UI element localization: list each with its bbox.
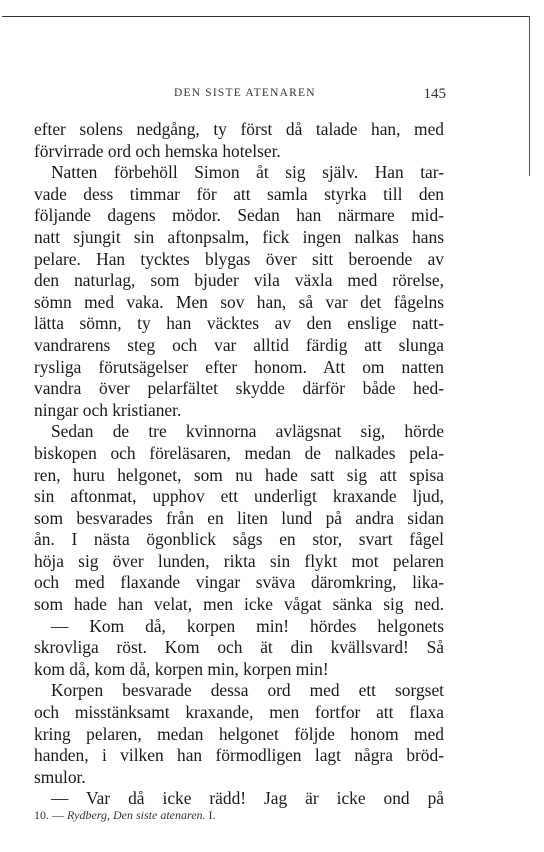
signature-author: Rydberg, bbox=[67, 808, 110, 822]
text-line: smulor. bbox=[34, 766, 86, 787]
text-line: Sedan de tre kvinnorna avlägsnat sig, hörde bbox=[51, 421, 444, 442]
text-line: rysliga förutsägelser efter honom. Att om natten bbox=[34, 356, 444, 377]
text-line: vandra över pelarfältet skydde därför både hed- bbox=[34, 378, 444, 399]
text-line: efter solens nedgång, ty först då talade han, med bbox=[34, 119, 444, 139]
text-line: och med flaxande vingar sväva däromkring, lika- bbox=[34, 572, 444, 593]
text-line: — Kom då, korpen min! hördes helgonets bbox=[51, 615, 444, 636]
text-line: höja sig över lunden, rikta sin flykt mot pelaren bbox=[34, 550, 444, 571]
text-line: ån. I nästa ögonblick sågs en stor, svart fågel bbox=[34, 529, 444, 550]
running-head bbox=[34, 86, 446, 104]
text-line: biskopen och föreläsaren, medan de nalkades pela- bbox=[34, 442, 444, 463]
signature-volume: I. bbox=[208, 808, 216, 822]
printer-signature bbox=[34, 808, 216, 823]
text-line: vandrarens steg och var alltid färdig att slunga bbox=[34, 334, 444, 355]
text-line: följande dagens mödor. Sedan han närmare mid- bbox=[34, 205, 444, 226]
running-title: DEN SISTE ATENAREN bbox=[174, 87, 316, 99]
text-line: Natten förbehöll Simon åt sig själv. Han tar- bbox=[51, 162, 444, 183]
text-line: lätta sömn, ty han väcktes av den enslige natt- bbox=[34, 313, 444, 334]
text-line: — Var då icke rädd! Jag är icke ond på bbox=[51, 788, 444, 809]
text-line: handen, i vilken han förmodligen lagt några bröd- bbox=[34, 745, 444, 766]
text-line: natt sjungit sin aftonpsalm, fick ingen nalkas hans bbox=[34, 226, 444, 247]
text-line: och misstänksamt kraxande, men fortfor att flaxa bbox=[34, 702, 444, 723]
text-line: ren, huru helgonet, som nu hade satt sig att spisa bbox=[34, 464, 444, 485]
text-line: ningar och kristianer. bbox=[34, 399, 182, 420]
text-line: förvirrade ord och hemska hotelser. bbox=[34, 140, 281, 161]
page-edge bbox=[529, 16, 530, 176]
text-line: sin aftonmat, upphov ett underligt kraxande ljud, bbox=[34, 486, 444, 507]
text-line: kring pelaren, medan helgonet följde honom med bbox=[34, 723, 444, 744]
signature-number: 10. — bbox=[34, 808, 64, 822]
body-text bbox=[34, 119, 444, 810]
signature-title: Den siste atenaren. bbox=[113, 808, 206, 822]
text-line: kom då, kom då, korpen min, korpen min! bbox=[34, 658, 329, 679]
text-line: pelare. Han tycktes blygas över sitt beroende av bbox=[34, 248, 444, 269]
top-rule bbox=[2, 16, 530, 17]
text-line: som besvarades från en liten lund på andra sidan bbox=[34, 507, 444, 528]
text-line: skrovliga röst. Kom och ät din kvällsvard! Så bbox=[34, 637, 444, 658]
text-line: Korpen besvarade dessa ord med ett sorgset bbox=[51, 680, 444, 701]
text-line: den naturlag, som bjuder vila växla med rörelse, bbox=[34, 270, 444, 291]
text-line: vade dess timmar för att samla styrka till den bbox=[34, 183, 444, 204]
text-line: som hade han velat, men icke vågat sänka sig ned. bbox=[34, 594, 444, 615]
text-line: sömn med vaka. Men sov han, så var det fågelns bbox=[34, 291, 444, 312]
page-number: 145 bbox=[423, 86, 446, 102]
